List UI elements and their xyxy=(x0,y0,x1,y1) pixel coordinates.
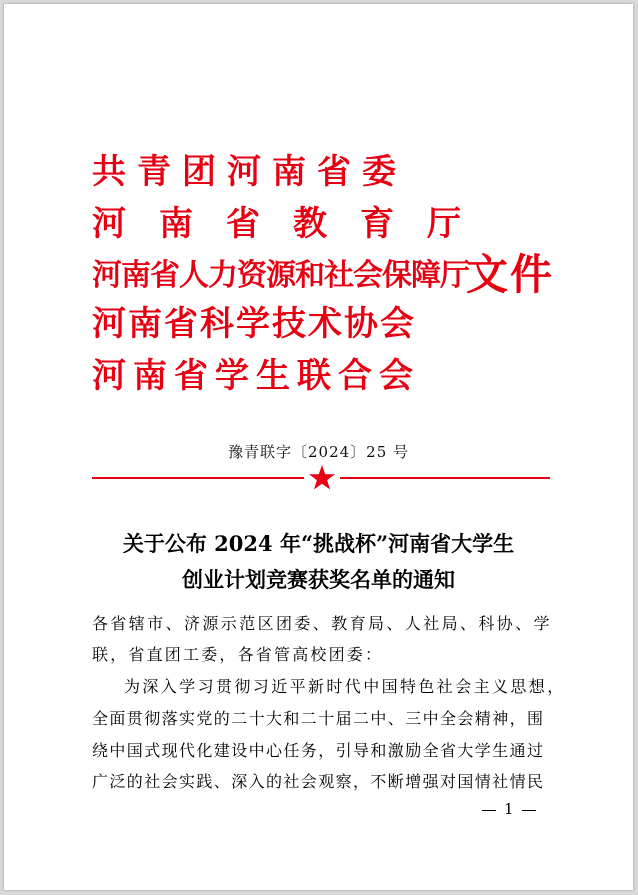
document-page xyxy=(4,4,633,890)
recipients-line: 联，省直团工委，各省管高校团委： xyxy=(92,645,384,664)
page-number-value: 1 xyxy=(504,800,514,818)
document-word: 文件 xyxy=(466,250,555,299)
red-separator xyxy=(92,464,550,494)
organization-name: 河南省科学技术协会 xyxy=(92,304,416,344)
organization-name: 河南省人力资源和社会保障厅 xyxy=(92,258,469,293)
notice-title-line1: 关于公布 2024 年“挑战杯”河南省大学生 xyxy=(122,531,515,556)
star-icon xyxy=(308,464,336,492)
body-text-line: 绕中国式现代化建设中心任务，引导和激励全省大学生通过 xyxy=(92,741,545,760)
document-number: 豫青联字〔2024〕25 号 xyxy=(227,443,410,461)
issuing-organizations-header xyxy=(4,4,633,404)
organization-name: 河南省教育厅 xyxy=(92,204,494,244)
separator-line-right xyxy=(340,477,550,479)
body-text-line: 为深入学习贯彻习近平新时代中国特色社会主义思想， xyxy=(124,677,566,696)
body-text-line: 全面贯彻落实党的二十大和二十届二中、三中全会精神，围 xyxy=(92,709,545,728)
dash-left xyxy=(482,810,496,811)
organization-name: 河南省学生联合会 xyxy=(92,356,420,396)
body-text-line: 广泛的社会实践、深入的社会观察，不断增强对国情社情民 xyxy=(92,772,545,791)
separator-line-left xyxy=(92,477,304,479)
recipients-line: 各省辖市、济源示范区团委、教育局、人社局、科协、学 xyxy=(92,614,553,633)
dash-right xyxy=(522,810,536,811)
notice-title-line2: 创业计划竞赛获奖名单的通知 xyxy=(182,567,455,592)
page-number xyxy=(474,800,544,818)
organization-name: 共青团河南省委 xyxy=(92,152,407,192)
